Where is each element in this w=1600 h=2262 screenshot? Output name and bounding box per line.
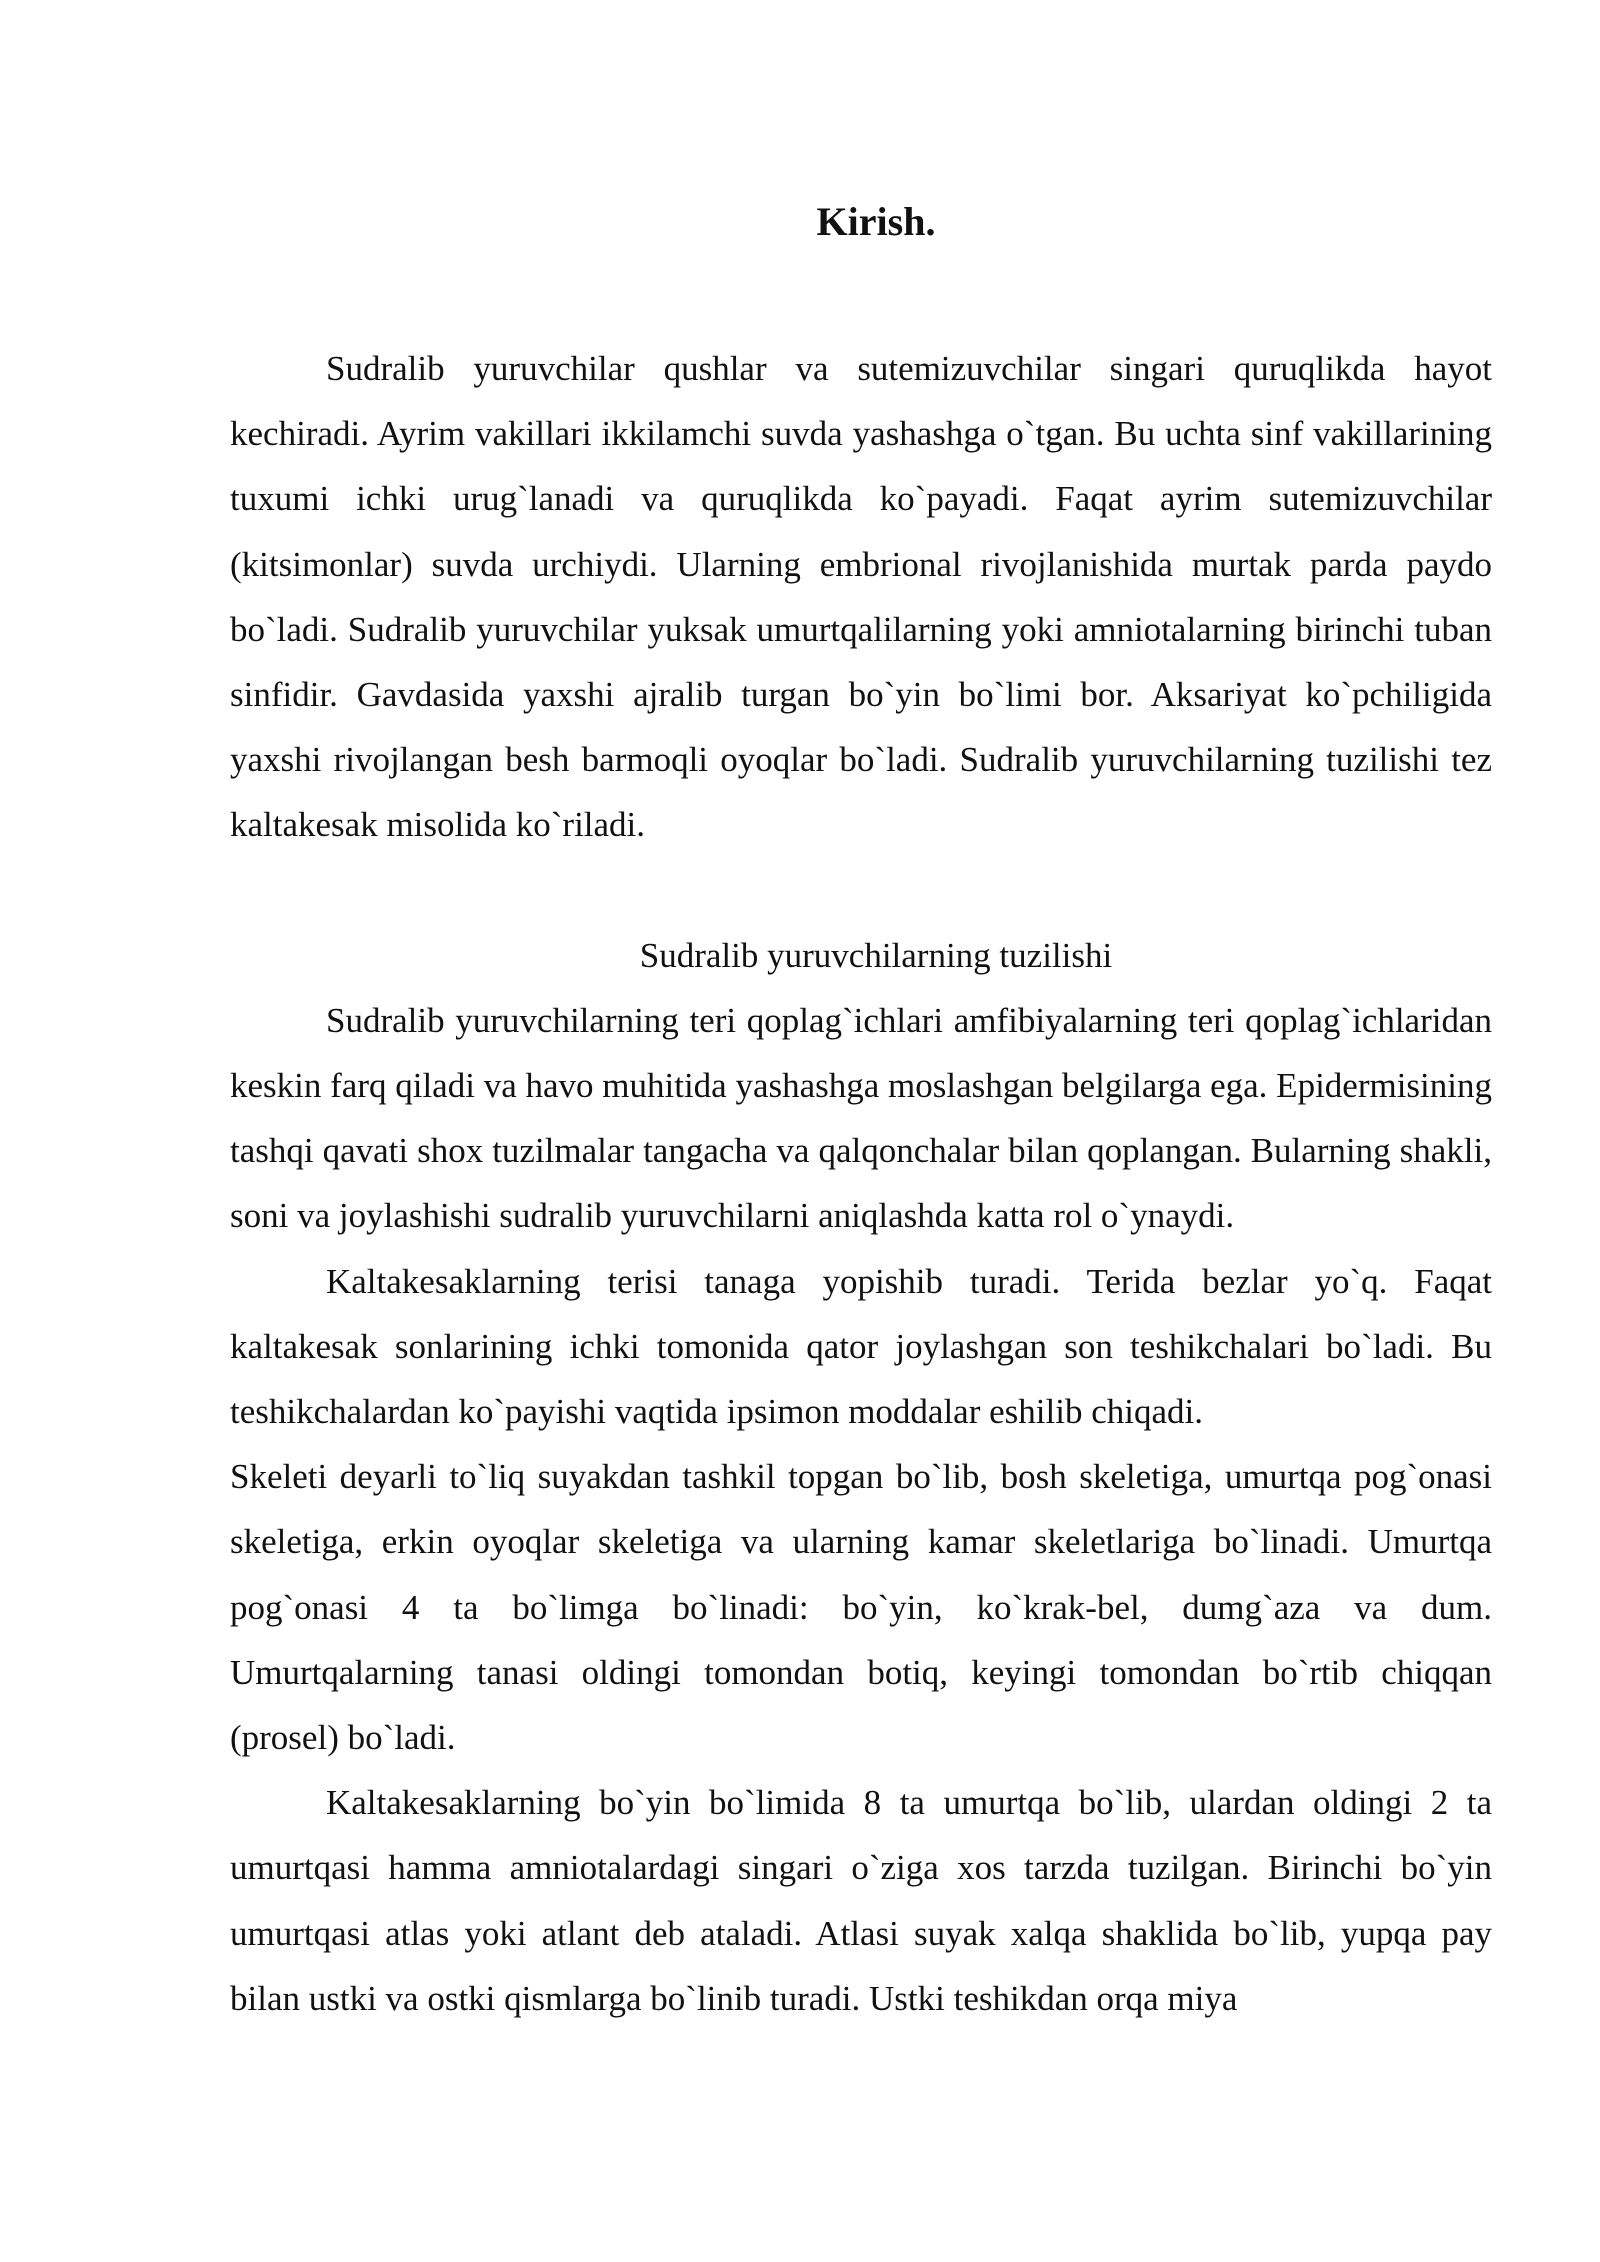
- paragraph-lizard-skin: Kaltakesaklarning terisi tanaga yopishib turadi. Terida bezlar yo`q. Faqat kaltakesak sonlarining ichki tomonida qator joylashgan son teshikchalari bo`ladi. Bu teshikchalardan ko`payishi vaqtida ipsimon moddalar eshilib chiqadi.: [230, 1261, 1492, 1432]
- paragraph-neck-vertebrae: Kaltakesaklarning bo`yin bo`limida 8 ta umurtqa bo`lib, ulardan oldingi 2 ta umurtqasi hamma amniotalardagi singari o`ziga xos tarzda tuzilgan. Birinchi bo`yin umurtqasi atlas yoki atlant deb ataladi. Atlasi suyak xalqa shaklida bo`lib, yupqa pay bilan ustki va ostki qismlarga bo`linib turadi. Ustki teshikdan orqa miya: [230, 1783, 1492, 2018]
- paragraph-skeleton: Skeleti deyarli to`liq suyakdan tashkil topgan bo`lib, bosh skeletiga, umurtqa pog`onasi skeletiga, erkin oyoqlar skeletiga va ularning kamar skeletlariga bo`linadi. Umurtqa pog`onasi 4 ta bo`limga bo`linadi: bo`yin, ko`krak-bel, dumg`aza va dum. Umurtqalarning tanasi oldingi tomondan botiq, keyingi tomondan bo`rtib chiqqan (prosel) bo`ladi.: [230, 1457, 1492, 1758]
- document-body: [230, 190, 1492, 2031]
- section-heading: Sudralib yuruvchilarning tuzilishi: [639, 935, 1113, 975]
- paragraph-intro: Sudralib yuruvchilar qushlar va sutemizuvchilar singari quruqlikda hayot kechiradi. Ayrim vakillari ikkilamchi suvda yashashga o`tgan. Bu uchta sinf vakillarining tuxumi ichki urug`lanadi va quruqlikda ko`payadi. Faqat ayrim sutemizuvchilar (kitsimonlar) suvda urchiydi. Ularning embrional rivojlanishida murtak parda paydo bo`ladi. Sudralib yuruvchilar yuksak umurtqalilarning yoki amniotalarning birinchi tuban sinfidir. Gavdasida yaxshi ajralib turgan bo`yin bo`limi bor. Aksariyat ko`pchiligida yaxshi rivojlangan besh barmoqli oyoqlar bo`ladi. Sudralib yuruvchilarning tuzilishi tez kaltakesak misolida ko`riladi.: [230, 349, 1492, 845]
- page-title: Kirish.: [816, 199, 936, 244]
- paragraph-skin-covering: Sudralib yuruvchilarning teri qoplag`ichlari amfibiyalarning teri qoplag`ichlaridan keskin farq qiladi va havo muhitida yashashga moslashgan belgilarga ega. Epidermisining tashqi qavati shox tuzilmalar tangacha va qalqonchalar bilan qoplangan. Bularning shakli, soni va joylashishi sudralib yuruvchilarni aniqlashda katta rol o`ynaydi.: [230, 1000, 1492, 1236]
